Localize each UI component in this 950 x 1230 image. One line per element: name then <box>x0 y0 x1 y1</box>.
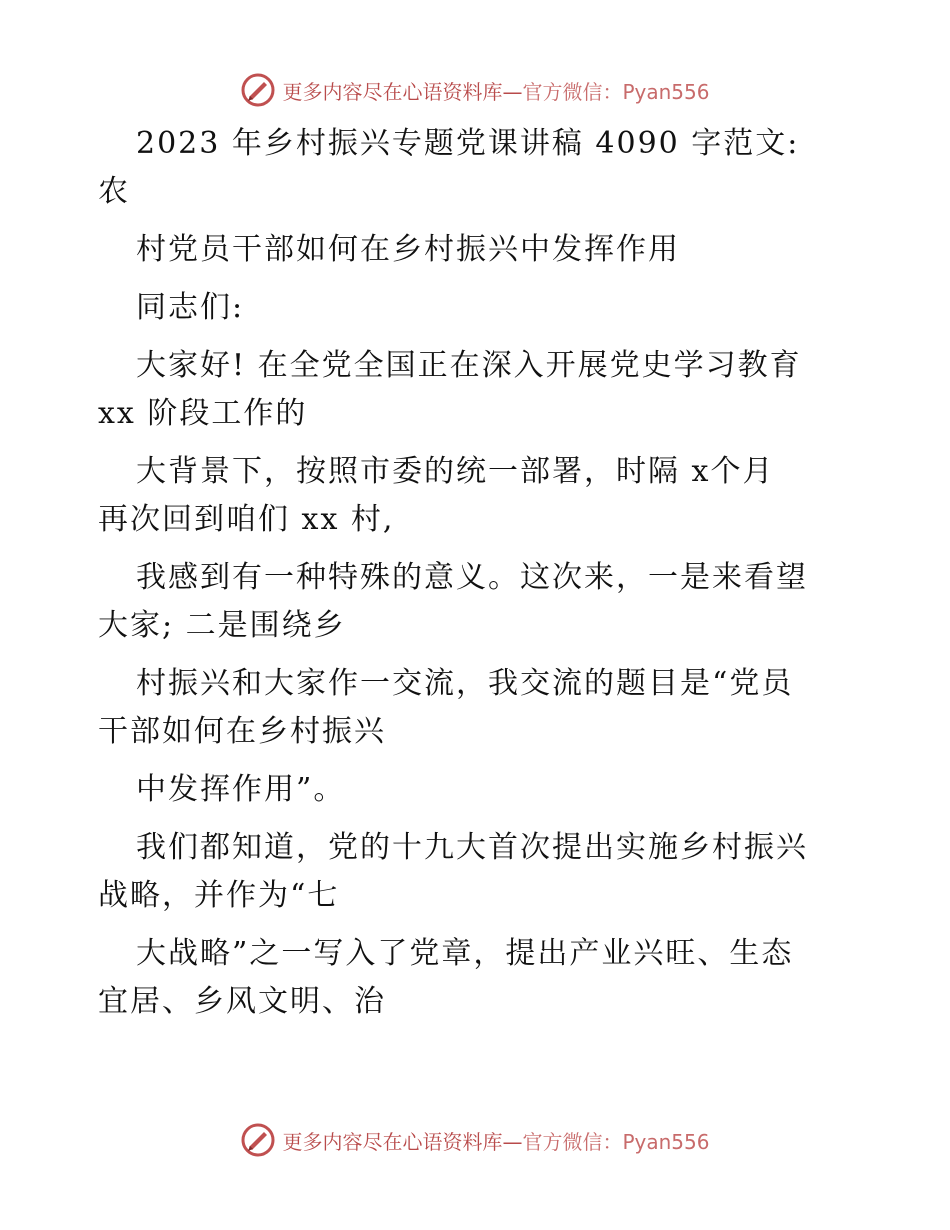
paragraph-line: xx 阶段工作的 <box>98 396 308 431</box>
paragraph-line: 大家; 二是围绕乡 <box>98 608 346 643</box>
footer-banner-text: 更多内容尽在心语资料库—官方微信：Pyan556 <box>282 1129 710 1154</box>
paragraph-line: 村振兴和大家作一交流，我交流的题目是“党员 <box>136 666 794 701</box>
paragraph-line: 宜居、乡风文明、治 <box>98 984 386 1019</box>
paragraph-line: 大背景下，按照市委的统一部署，时隔 x个月 <box>136 454 775 489</box>
brush-pen-logo-icon <box>240 72 276 108</box>
paragraph-line: 大家好! 在全党全国正在深入开展党史学习教育 <box>136 348 802 383</box>
paragraph-line: 再次回到咱们 xx 村, <box>98 502 395 537</box>
footer-watermark-banner <box>0 1118 950 1162</box>
header-banner-text: 更多内容尽在心语资料库—官方微信：Pyan556 <box>282 79 710 104</box>
paragraph-line: 干部如何在乡村振兴 <box>98 714 386 749</box>
salutation-line: 同志们: <box>136 290 245 325</box>
document-body <box>98 120 858 1026</box>
title-line-2: 农 <box>98 174 130 209</box>
paragraph-line: 大战略”之一写入了党章，提出产业兴旺、生态 <box>136 936 794 971</box>
header-watermark-banner <box>0 68 950 112</box>
paragraph-line: 中发挥作用”。 <box>136 772 346 807</box>
paragraph-line: 我感到有一种特殊的意义。这次来，一是来看望 <box>136 560 808 595</box>
paragraph-line: 我们都知道，党的十九大首次提出实施乡村振兴 <box>136 830 808 865</box>
subtitle-line: 村党员干部如何在乡村振兴中发挥作用 <box>136 232 680 267</box>
paragraph-line: 战略，并作为“七 <box>98 878 340 913</box>
title-line-1: 2023 年乡村振兴专题党课讲稿 4090 字范文: <box>136 126 800 161</box>
brush-pen-logo-icon <box>240 1122 276 1158</box>
